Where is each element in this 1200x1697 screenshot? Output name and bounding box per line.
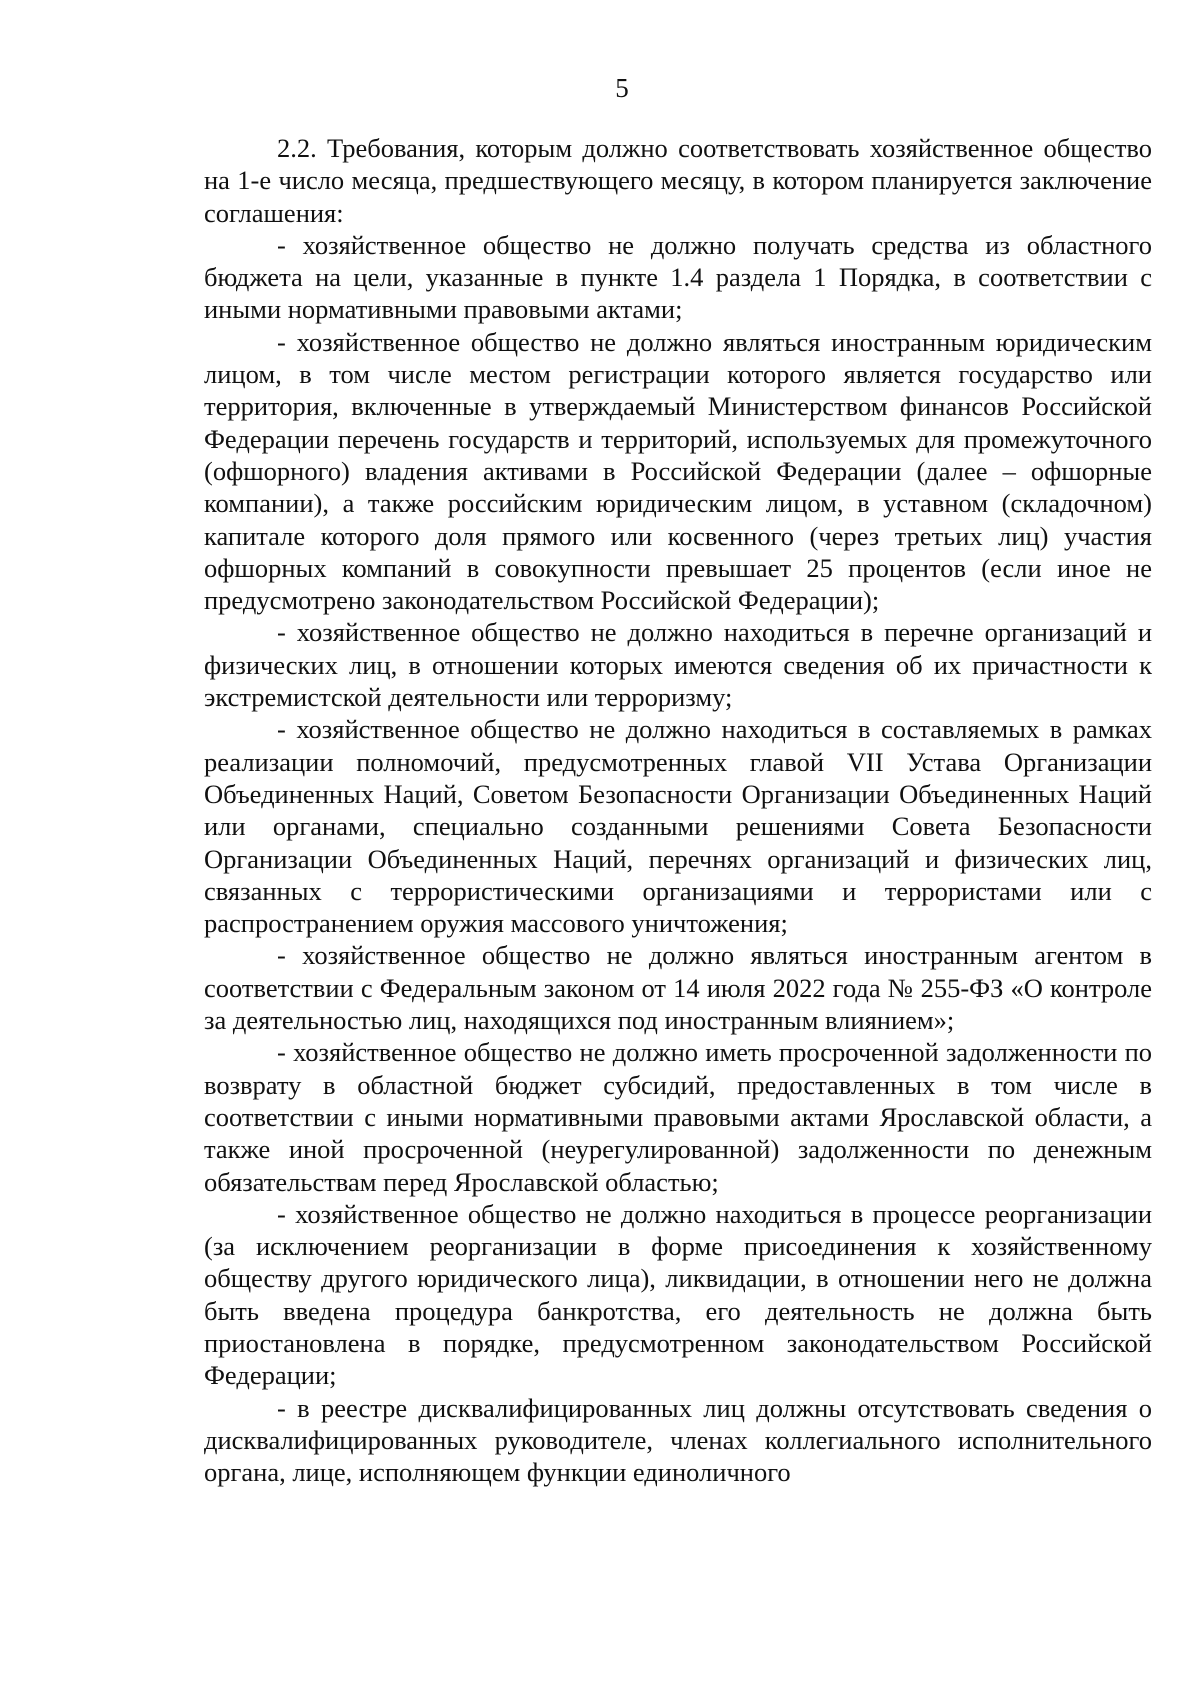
paragraph-requirements-intro: 2.2. Требования, которым должно соответствовать хозяйственное общество на 1-е число месяца, предшествующего месяцу, в котором планируется заключение соглашения: <box>204 133 1152 228</box>
paragraph-not-reorganization: - хозяйственное общество не должно находиться в процессе реорганизации (за исключением реорганизации в форме присоединения к хозяйственному обществу другого юридического лица), ликвидации, в отношении него не должна быть введена процедура банкротства, его деятельность не должна быть приостановлена в порядке, предусмотренном законодательством Российской Федерации; <box>204 1198 1152 1391</box>
paragraph-not-extremist-list: - хозяйственное общество не должно находиться в перечне организаций и физических лиц, в отношении которых имеются сведения об их причастности к экстремистской деятельности или терроризму; <box>204 617 1152 713</box>
paragraph-no-overdue-debt: - хозяйственное общество не должно иметь просроченной задолженности по возврату в областной бюджет субсидий, предоставленных в том числе в соответствии с иными нормативными правовыми актами Ярославской области, а также иной просроченной (неурегулированной) задолженности по денежным обязательствам перед Ярославской областью; <box>204 1037 1152 1197</box>
paragraph-not-un-sanctions-list: - хозяйственное общество не должно находиться в составляемых в рамках реализации полномочий, предусмотренных главой VII Устава Организации Объединенных Наций, Советом Безопасности Организации Объединенных Наций или органами, специально созданными решениями Совета Безопасности Организации Объединенных Наций, перечнях организаций и физических лиц, связанных с террористическими организациями и террористами или с распространением оружия массового уничтожения; <box>204 714 1152 939</box>
document-body <box>204 132 1152 1488</box>
paragraph-not-foreign-entity: - хозяйственное общество не должно являться иностранным юридическим лицом, в том числе местом регистрации которого является государство или территория, включенные в утверждаемый Министерством финансов Российской Федерации перечень государств и территорий, используемых для промежуточного (офшорного) владения активами в Российской Федерации (далее – офшорные компании), а также российским юридическим лицом, в уставном (складочном) капитале которого доля прямого или косвенного (через третьих лиц) участия офшорных компаний в совокупности превышает 25 процентов (если иное не предусмотрено законодательством Российской Федерации); <box>204 326 1152 616</box>
paragraph-no-regional-funds: - хозяйственное общество не должно получать средства из областного бюджета на цели, указанные в пункте 1.4 раздела 1 Порядка, в соответствии с иными нормативными правовыми актами; <box>204 229 1152 325</box>
paragraph-not-foreign-agent: - хозяйственное общество не должно являться иностранным агентом в соответствии с Федеральным законом от 14 июля 2022 года № 255-ФЗ «О контроле за деятельностью лиц, находящихся под иностранным влиянием»; <box>204 940 1152 1036</box>
paragraph-disqualified-persons-registry: - в реестре дисквалифицированных лиц должны отсутствовать сведения о дисквалифицированных руководителе, членах коллегиального исполнительного органа, лице, исполняющем функции единоличного <box>204 1392 1152 1488</box>
page-number: 5 <box>615 73 629 103</box>
